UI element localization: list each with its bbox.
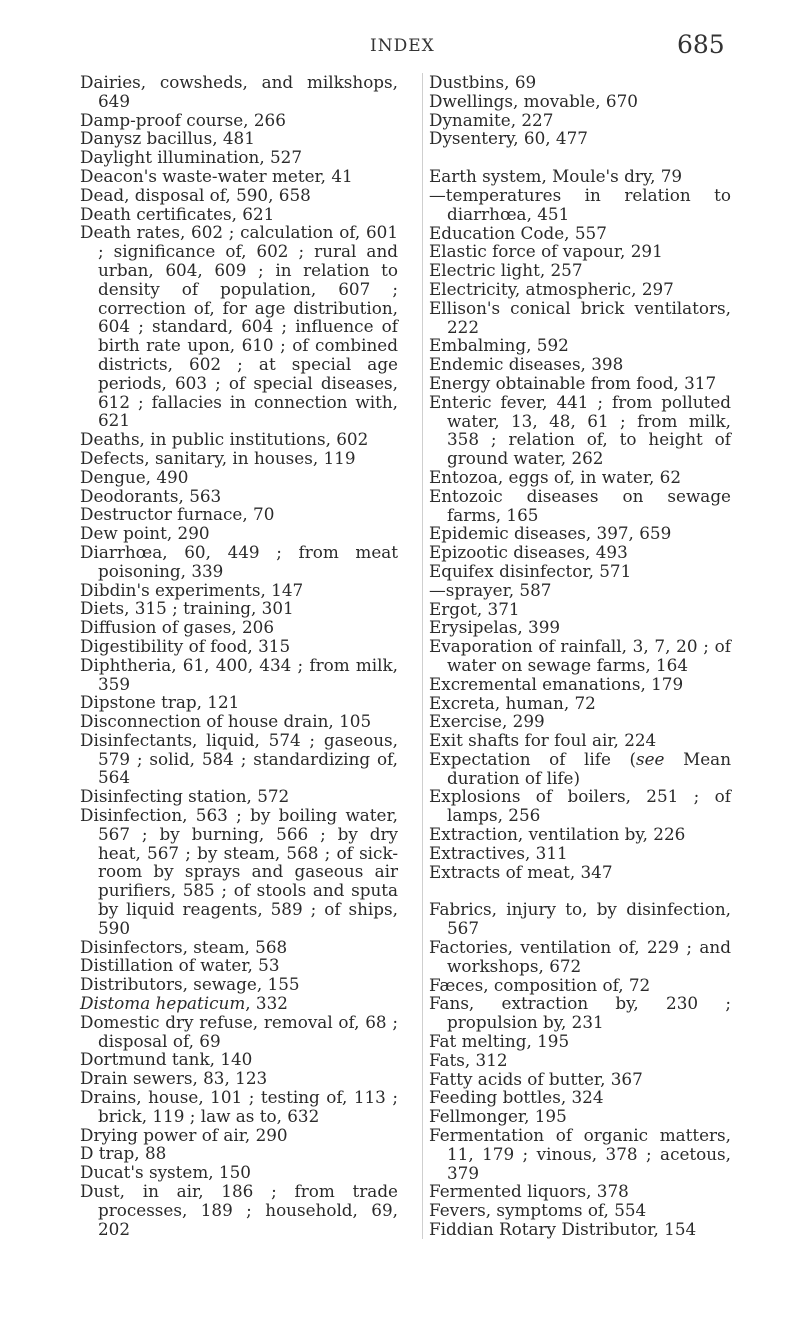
index-entry: Factories, ventilation of, 229 ; and workshops, 672 xyxy=(429,937,731,976)
index-entry: Death certificates, 621 xyxy=(80,203,275,224)
index-entry: Fermented liquors, 378 xyxy=(429,1181,629,1202)
index-entry: Fiddian Rotary Distributor, 154 xyxy=(429,1219,697,1240)
index-entry: D trap, 88 xyxy=(80,1143,167,1164)
index-entry: Diffusion of gases, 206 xyxy=(80,617,275,638)
index-entry: Endemic diseases, 398 xyxy=(429,354,624,375)
index-entry: Enteric fever, 441 ; from polluted water, 13, 48, 61 ; from milk, 358 ; relation of, to height of ground water, 262 xyxy=(429,391,731,469)
index-entry: Elastic force of vapour, 291 xyxy=(429,241,663,262)
index-entry: Digestibility of food, 315 xyxy=(80,635,291,656)
index-entry: Fabrics, injury to, by disinfection, 567 xyxy=(429,899,731,939)
index-entry: Disinfectants, liquid, 574 ; gaseous, 579 ; solid, 584 ; standardizing of, 564 xyxy=(80,729,398,788)
index-entry: Extractives, 311 xyxy=(429,842,568,863)
index-entry: Fats, 312 xyxy=(429,1049,508,1070)
index-entry: Extracts of meat, 347 xyxy=(429,861,613,882)
index-entry: Earth system, Moule's dry, 79 xyxy=(429,166,683,187)
index-entry: Dysentery, 60, 477 xyxy=(429,128,588,149)
index-entry: Destructor furnace, 70 xyxy=(80,504,275,525)
index-entry: Explosions of boilers, 251 ; of lamps, 256 xyxy=(429,786,731,826)
index-entry: Dortmund tank, 140 xyxy=(80,1049,253,1070)
index-entry: Epizootic diseases, 493 xyxy=(429,542,628,563)
index-entry: Entozoic diseases on sewage farms, 165 xyxy=(429,485,731,525)
index-entry: Erysipelas, 399 xyxy=(429,617,561,638)
index-entry: Daylight illumination, 527 xyxy=(80,147,303,168)
index-entry: Danysz bacillus, 481 xyxy=(80,128,255,149)
index-entry: Disinfectors, steam, 568 xyxy=(80,936,288,957)
index-entry: Diphtheria, 61, 400, 434 ; from milk, 359 xyxy=(80,654,398,694)
index-entry: Dustbins, 69 xyxy=(429,72,537,92)
index-entry: Diarrhœa, 60, 449 ; from meat poisoning, 339 xyxy=(80,541,398,581)
index-entry: Diets, 315 ; training, 301 xyxy=(80,598,294,619)
index-entry: —temperatures in relation to diarrhœa, 451 xyxy=(429,184,731,224)
index-entry: Extraction, ventilation by, 226 xyxy=(429,824,686,845)
index-entry: Fermentation of organic matters, 11, 179 ; vinous, 378 ; acetous, 379 xyxy=(429,1125,731,1183)
index-entry: Fæces, composition of, 72 xyxy=(429,974,651,995)
index-entry: —sprayer, 587 xyxy=(429,579,552,600)
index-entry: Ellison's conical brick ventilators, 222 xyxy=(429,297,731,337)
index-entry: Electric light, 257 xyxy=(429,260,583,281)
index-entry: Dipstone trap, 121 xyxy=(80,692,240,713)
index-entry: Distillation of water, 53 xyxy=(80,955,280,976)
index-entry: Drying power of air, 290 xyxy=(80,1124,288,1145)
index-entry: Expectation of life (see Mean duration of life) xyxy=(429,748,731,788)
index-entry: Deodorants, 563 xyxy=(80,485,222,506)
page-number: 685 xyxy=(677,30,725,59)
index-section-f xyxy=(429,900,731,1238)
index-entry: Dengue, 490 xyxy=(80,466,189,487)
index-entry: Domestic dry refuse, removal of, 68 ; disposal of, 69 xyxy=(80,1011,398,1051)
index-section-d-continued xyxy=(429,73,731,148)
index-entry: Disconnection of house drain, 105 xyxy=(80,711,372,732)
index-entry: Epidemic diseases, 397, 659 xyxy=(429,523,672,544)
index-entry: Dairies, cowsheds, and milkshops, 649 xyxy=(80,72,398,111)
index-entry: Dynamite, 227 xyxy=(429,109,554,130)
index-entry: Dead, disposal of, 590, 658 xyxy=(80,184,311,205)
index-entry: Energy obtainable from food, 317 xyxy=(429,372,717,393)
index-entry: Drain sewers, 83, 123 xyxy=(80,1068,268,1089)
index-entry: Dwellings, movable, 670 xyxy=(429,90,638,111)
index-entry: Distributors, sewage, 155 xyxy=(80,974,300,995)
index-entry: Fellmonger, 195 xyxy=(429,1106,567,1127)
left-index-column xyxy=(80,73,398,1238)
index-entry: Deacon's waste-water meter, 41 xyxy=(80,165,353,186)
index-entry: Ergot, 371 xyxy=(429,598,520,619)
index-entry: Dibdin's experiments, 147 xyxy=(80,579,304,600)
index-entry: Fatty acids of butter, 367 xyxy=(429,1068,643,1089)
running-title: INDEX xyxy=(370,36,435,56)
section-gap xyxy=(429,148,731,167)
index-entry: Death rates, 602 ; calculation of, 601 ; significance of, 602 ; rural and urban, 604, 609 ; in relation to density of population, 607 ; correction of, for age distribution, 604 ; standard, 604 ; influence of birth rate upon, 610 ; of combined districts, 602 ; at special age periods, 603 ; of special diseases, 612 ; fallacies in connection with, 621 xyxy=(80,222,398,431)
index-entry: Exercise, 299 xyxy=(429,711,545,732)
index-entry: Defects, sanitary, in houses, 119 xyxy=(80,447,356,468)
index-entry: Education Code, 557 xyxy=(429,222,607,243)
index-entry: Dew point, 290 xyxy=(80,523,210,544)
index-entry: Distoma hepaticum, 332 xyxy=(80,993,288,1014)
index-entry: Fat melting, 195 xyxy=(429,1031,570,1052)
index-entry: Electricity, atmospheric, 297 xyxy=(429,278,674,299)
index-entry: Deaths, in public institutions, 602 xyxy=(80,429,369,450)
index-entry: Embalming, 592 xyxy=(429,335,569,356)
index-entry: Fevers, symptoms of, 554 xyxy=(429,1200,647,1221)
index-entry: Entozoa, eggs of, in water, 62 xyxy=(429,466,682,487)
index-entry: Disinfection, 563 ; by boiling water, 567 ; by burning, 566 ; by dry heat, 567 ; by steam, 568 ; of sick-room by sprays and gaseous air purifiers, 585 ; of stools and sputa by liquid reagents, 589 ; of ships, 590 xyxy=(80,805,398,938)
index-entry: Exit shafts for foul air, 224 xyxy=(429,730,657,751)
index-entry: Drains, house, 101 ; testing of, 113 ; brick, 119 ; law as to, 632 xyxy=(80,1087,398,1126)
index-section-e xyxy=(429,167,731,881)
index-entry: Dust, in air, 186 ; from trade processes, 189 ; household, 69, 202 xyxy=(80,1181,398,1239)
section-gap xyxy=(429,881,731,900)
right-index-column xyxy=(422,73,731,1239)
page-header xyxy=(0,30,800,66)
index-entry: Damp-proof course, 266 xyxy=(80,109,286,130)
index-entry: Disinfecting station, 572 xyxy=(80,786,290,807)
index-entry: Excremental emanations, 179 xyxy=(429,673,684,694)
index-entry: Ducat's system, 150 xyxy=(80,1162,251,1183)
index-entry: Feeding bottles, 324 xyxy=(429,1087,604,1108)
index-entry: Evaporation of rainfall, 3, 7, 20 ; of water on sewage farms, 164 xyxy=(429,636,731,675)
index-entry: Equifex disinfector, 571 xyxy=(429,560,632,581)
index-entry: Excreta, human, 72 xyxy=(429,692,596,713)
index-entry: Fans, extraction by, 230 ; propulsion by, 231 xyxy=(429,993,731,1033)
